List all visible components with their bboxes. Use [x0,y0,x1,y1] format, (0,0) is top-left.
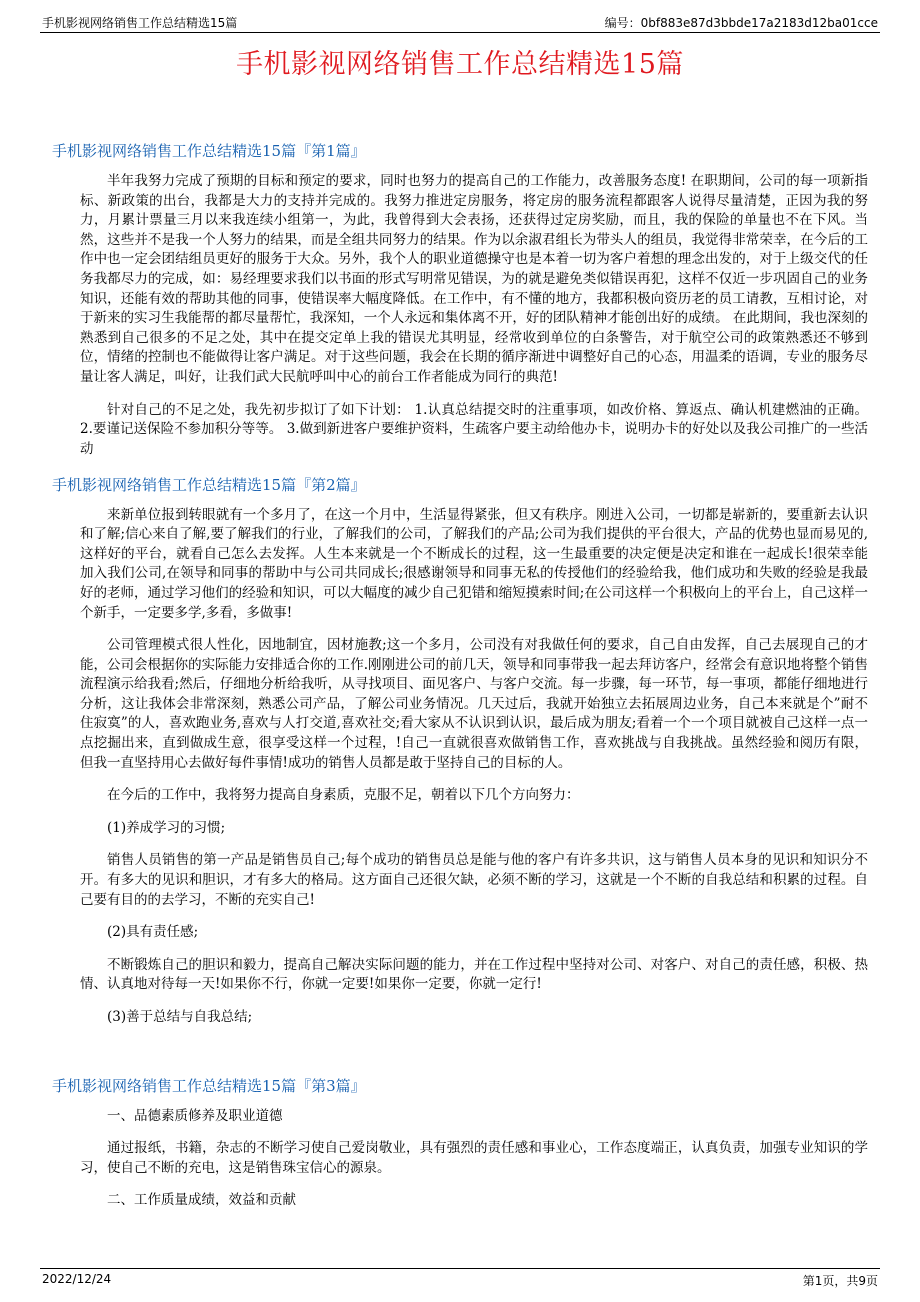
footer-date: 2022/12/24 [42,1272,112,1286]
document-title: 手机影视网络销售工作总结精选15篇 [236,49,684,80]
footer-page-number: 第1页，共9页 [802,1274,878,1288]
paragraph: 通过报纸，书籍，杂志的不断学习使自己爱岗敬业，具有强烈的责任感和事业心，工作态度端正，认真负责，加强专业知识的学习，使自己不断的充电，这是销售珠宝信心的源泉。 [80,1140,868,1176]
paragraph: 二、工作质量成绩，效益和贡献 [107,1192,296,1209]
header-doc-title: 手机影视网络销售工作总结精选15篇 [42,16,238,30]
document-body [52,140,868,1224]
section-heading-2: 手机影视网络销售工作总结精选15篇『第2篇』 [52,475,366,494]
paragraph: (2)具有责任感; [107,924,199,941]
paragraph: 不断锻炼自己的胆识和毅力，提高自己解决实际问题的能力，并在工作过程中坚持对公司、对客户、对自己的责任感，积极、热情、认真地对待每一天!如果你不行，你就一定要!如果你一定要，你就一定行! [80,956,868,993]
paragraph: 公司管理模式很人性化，因地制宜，因材施教;这一个多月，公司没有对我做任何的要求，自己自由发挥，自己去展现自己的才能，公司会根据你的实际能力安排适合你的工作.刚刚进公司的前几天，领导和同事带我一起去拜访客户，经常会有意识地将整个销售流程演示给我看;然后，仔细地分析给我听，从寻找项目、面见客户、与客户交流。每一步骤，每一环节，每一事项，都能仔细地进行分析，这让我体会非常深刻，熟悉公司产品，了解公司业务情况。几天过后，我就开始独立去拓展周边业务，自己本来就是个”耐不住寂寞”的人，喜欢跑业务,喜欢与人打交道,喜欢社交;看大家从不认识到认识，最后成为朋友;看着一个一个项目就被自己这样一点一点挖掘出来，直到做成生意，很享受这样一个过程，!自己一直就很喜欢做销售工作，喜欢挑战与自我挑战。虽然经验和阅历有限，但我一直坚持用心去做好每件事情!成功的销售人员都是敢于坚持自己的目标的人。 [80,637,868,771]
paragraph: (1)养成学习的习惯; [107,819,226,836]
paragraph: 来新单位报到转眼就有一个多月了，在这一个月中，生活显得紧张，但又有秩序。刚进入公司，一切都是崭新的，要重新去认识和了解;信心来自了解,要了解我们的行业，了解我们的公司，了解我们的产品;公司为我们提供的平台很大，产品的优势也显而易见的,这样好的平台，就看自己怎么去发挥。人生本来就是一个不断成长的过程，这一生最重要的决定便是决定和谁在一起成长!很荣幸能加入我们公司,在领导和同事的帮助中与公司共同成长;很感谢领导和同事无私的传授他们的经验给我，他们成功和失败的经验是我最好的老师，通过学习他们的经验和知识，可以大幅度的减少自己犯错和缩短摸索时间;在公司这样一个积极向上的平台上，自己这样一个新手，一定要多学,多看，多做事! [80,506,868,621]
section-heading-1: 手机影视网络销售工作总结精选15篇『第1篇』 [52,142,366,160]
paragraph: 一、品德素质修养及职业道德 [107,1107,283,1124]
page-footer [40,1268,880,1289]
page-header [40,12,880,33]
section-heading-3: 手机影视网络销售工作总结精选15篇『第3篇』 [52,1076,366,1095]
header-doc-number: 编号：0bf883e87d3bbde17a2183d12ba01cce [604,16,878,30]
paragraph: 在今后的工作中，我将努力提高自身素质，克服不足，朝着以下几个方向努力： [107,787,580,804]
paragraph: (3)善于总结与自我总结; [107,1009,253,1025]
paragraph: 销售人员销售的第一产品是销售员自己;每个成功的销售员总是能与他的客户有许多共识，这与销售人员本身的见识和知识分不开。有多大的见识和胆识，才有多大的格局。这方面自己还很欠缺，必须不断的学习，这就是一个不断的自我总结和积累的过程。自己要有目的的去学习，不断的充实自己! [80,852,868,908]
paragraph: 针对自己的不足之处，我先初步拟订了如下计划： 1.认真总结提交时的注重事项，如改价格、算返点、确认机建燃油的正确。 2.要谨记送保险不参加积分等等。 3.做到新进客户要维护资料，生疏客户要主动给他办卡，说明办卡的好处以及我公司推广的一些活动 [80,401,868,457]
paragraph: 半年我努力完成了预期的目标和预定的要求，同时也努力的提高自己的工作能力，改善服务态度! 在职期间，公司的每一项新指标、新政策的出台，我都是大力的支持并完成的。我努力推进定房服务，将定房的服务流程都跟客人说得尽量清楚，正因为我的努力，月累计票量三月以来我连续小组第一，为此，我曾得到大会表扬，还获得过定房奖励，而且，我的保险的单量也不在下风。当然，这些并不是我一个人努力的结果，而是全组共同努力的结果。作为以余淑君组长为带头人的组员，我觉得非常荣幸，在今后的工作中也一定会团结组员更好的服务于大众。另外，我个人的职业道德操守也是本着一切为客户着想的理念出发的，对于上级交代的任务我都尽力的完成，如：易经理要求我们以书面的形式写明常见错误，为的就是避免类似错误再犯，这样不仅近一步巩固自己的业务知识，还能有效的帮助其他的同事，使错误率大幅度降低。在工作中，有不懂的地方，我都积极向资历老的员工请教，互相讨论，对于新来的实习生我能帮的都尽量帮忙，我深知，一个人永远和集体离不开，好的团队精神才能创出好的成绩。 在此期间，我也深刻的熟悉到自己很多的不足之处，其中在提交定单上我的错误尤其明显，经常收到单位的白条警告，对于航空公司的政策熟悉还不够到位，情绪的控制也不能做得让客户满足。对于这些问题，我会在长期的循序渐进中调整好自己的心态，用温柔的语调，专业的服务尽量让客人满足，叫好，让我们武大民航呼叫中心的前台工作者能成为同行的典范! [80,173,868,385]
